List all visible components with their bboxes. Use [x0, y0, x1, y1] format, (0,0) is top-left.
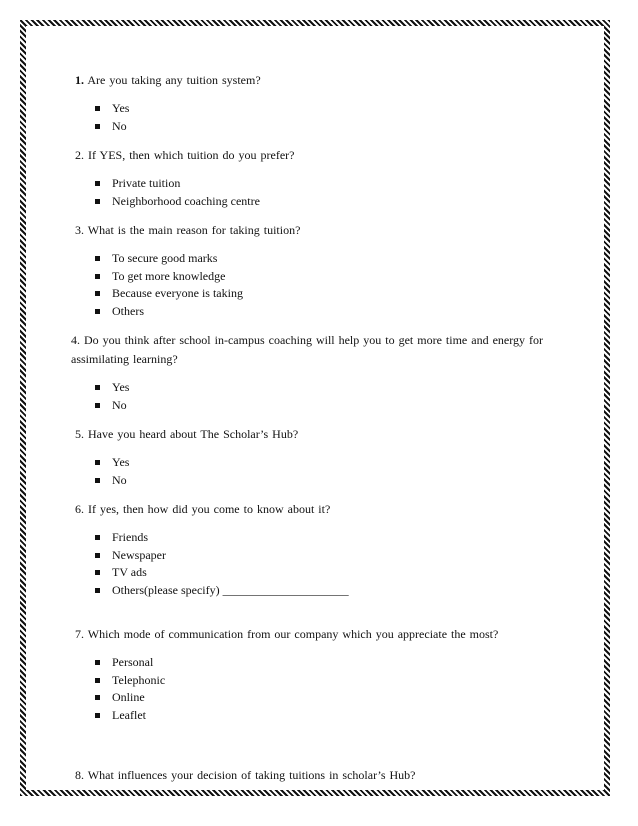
questionnaire	[71, 72, 567, 784]
question-text-continued: assimilating learning?	[71, 352, 178, 366]
option-item: TV ads	[95, 564, 567, 582]
question-number: 7.	[75, 627, 84, 641]
option-item: No	[95, 397, 567, 415]
option-item: Newspaper	[95, 547, 567, 565]
question-text: Which mode of communication from our company which you appreciate the most?	[87, 627, 499, 641]
option-item: Friends	[95, 529, 567, 547]
question-5	[75, 426, 567, 443]
option-item: Yes	[95, 379, 567, 397]
options-list	[75, 379, 567, 414]
question-text: Have you heard about The Scholar’s Hub?	[88, 427, 299, 441]
question-4	[71, 331, 567, 369]
option-item: Neighborhood coaching centre	[95, 193, 567, 211]
option-item: No	[95, 472, 567, 490]
question-number: 2.	[75, 148, 84, 162]
option-item: Because everyone is taking	[95, 285, 567, 303]
option-item: Leaflet	[95, 707, 567, 725]
question-number: 4.	[71, 333, 80, 347]
options-list	[75, 654, 567, 724]
question-number: 6.	[75, 502, 84, 516]
question-8	[75, 767, 567, 784]
question-number: 5.	[75, 427, 84, 441]
question-number: 8.	[75, 768, 84, 782]
options-list	[75, 454, 567, 489]
question-text: Do you think after school in-campus coaching will help you to get more time and energy for	[84, 333, 543, 347]
option-item: Personal	[95, 654, 567, 672]
option-item: Others(please specify) _____________________	[95, 582, 567, 600]
question-6	[75, 501, 567, 518]
option-item: Online	[95, 689, 567, 707]
question-7	[75, 626, 567, 643]
question-text: What influences your decision of taking tuitions in scholar’s Hub?	[87, 768, 416, 782]
option-item: Others	[95, 303, 567, 321]
options-list	[75, 175, 567, 210]
option-item: Telephonic	[95, 672, 567, 690]
question-text: If YES, then which tuition do you prefer?	[88, 148, 295, 162]
option-item: No	[95, 118, 567, 136]
question-3	[75, 222, 567, 239]
options-list	[75, 100, 567, 135]
question-text: If yes, then how did you come to know about it?	[88, 502, 331, 516]
option-item: To secure good marks	[95, 250, 567, 268]
question-2	[75, 147, 567, 164]
option-item: To get more knowledge	[95, 268, 567, 286]
question-number: 3.	[75, 223, 84, 237]
question-text: What is the main reason for taking tuition?	[87, 223, 301, 237]
option-item: Private tuition	[95, 175, 567, 193]
question-number: 1.	[75, 73, 84, 87]
question-text: Are you taking any tuition system?	[87, 73, 261, 87]
question-1	[75, 72, 567, 89]
options-list	[75, 529, 567, 599]
option-item: Yes	[95, 100, 567, 118]
options-list	[75, 250, 567, 320]
option-item: Yes	[95, 454, 567, 472]
